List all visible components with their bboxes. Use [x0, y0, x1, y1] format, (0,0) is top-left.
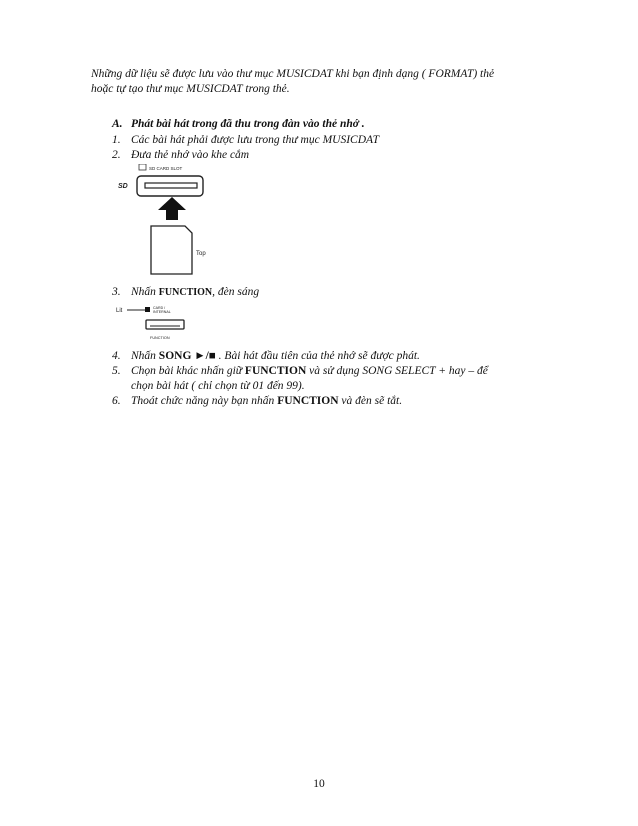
intro-line-2: hoặc tự tạo thư mục MUSICDAT trong thẻ.: [91, 83, 290, 95]
led-indicator-icon: [145, 307, 150, 312]
lit-label: Lit: [116, 308, 123, 314]
step-3: [112, 285, 562, 300]
step-text-post: và đèn sẽ tắt.: [338, 395, 403, 407]
step-5: [112, 364, 562, 394]
step-text-post: . Bài hát đầu tiên của thẻ nhớ sẽ được phát.: [215, 350, 420, 362]
step-6: [112, 394, 562, 409]
function-keyword: FUNCTION: [277, 395, 339, 407]
function-keyword: FUNCTION: [158, 287, 213, 298]
sd-card-slot-figure: [115, 164, 215, 276]
slot-label: SD CARD SLOT: [149, 166, 183, 171]
card-slot-icon: [139, 164, 146, 170]
page-number: 10: [313, 778, 325, 790]
slot-opening: [145, 183, 197, 188]
step-number: 6.: [112, 395, 121, 407]
step-text-post: và sử dụng SONG SELECT + hay – để: [306, 365, 488, 377]
function-button-figure: [114, 303, 200, 345]
button-label-2: INTERNAL: [153, 310, 171, 314]
step-2: [112, 148, 562, 163]
step-number: 4.: [112, 350, 121, 362]
step-text-pre: Chọn bài khác nhấn giữ: [131, 365, 245, 377]
step-text-pre: Thoát chức năng này bạn nhấn: [131, 395, 278, 407]
section-heading: [112, 118, 365, 130]
step-text-pre: Nhấn: [131, 286, 159, 298]
sd-logo: SD: [118, 183, 128, 190]
function-button: [146, 320, 184, 329]
step-number: 1.: [112, 134, 121, 146]
step-number: 5.: [112, 365, 121, 377]
step-text-pre: Nhấn: [131, 350, 159, 362]
section-marker: A.: [112, 118, 123, 130]
sd-card: [151, 226, 192, 274]
intro-paragraph: [91, 67, 561, 97]
step-text: Đưa thẻ nhớ vào khe cắm: [131, 149, 250, 161]
card-label: Top: [196, 251, 206, 257]
song-keyword: SONG ►/■: [158, 350, 216, 362]
function-keyword: FUNCTION: [244, 365, 307, 377]
intro-line-1: Những dữ liệu sẽ được lưu vào thư mục MUSICDAT khi bạn định dạng ( FORMAT) thẻ: [91, 68, 495, 80]
insert-arrow-icon: [158, 197, 186, 220]
function-label: FUNCTION: [150, 336, 170, 340]
step-text-line-2: chọn bài hát ( chỉ chọn từ 01 đến 99).: [131, 380, 305, 392]
button-label-1: CARD /: [153, 306, 166, 310]
step-text-post: , đèn sáng: [212, 286, 260, 298]
section-title: Phát bài hát trong đã thu trong đàn vào thẻ nhớ .: [131, 118, 365, 130]
step-1: [112, 133, 562, 148]
step-number: 3.: [112, 286, 121, 298]
step-4: [112, 349, 562, 364]
step-text: Các bài hát phải được lưu trong thư mục MUSICDAT: [131, 134, 380, 146]
step-number: 2.: [112, 149, 121, 161]
